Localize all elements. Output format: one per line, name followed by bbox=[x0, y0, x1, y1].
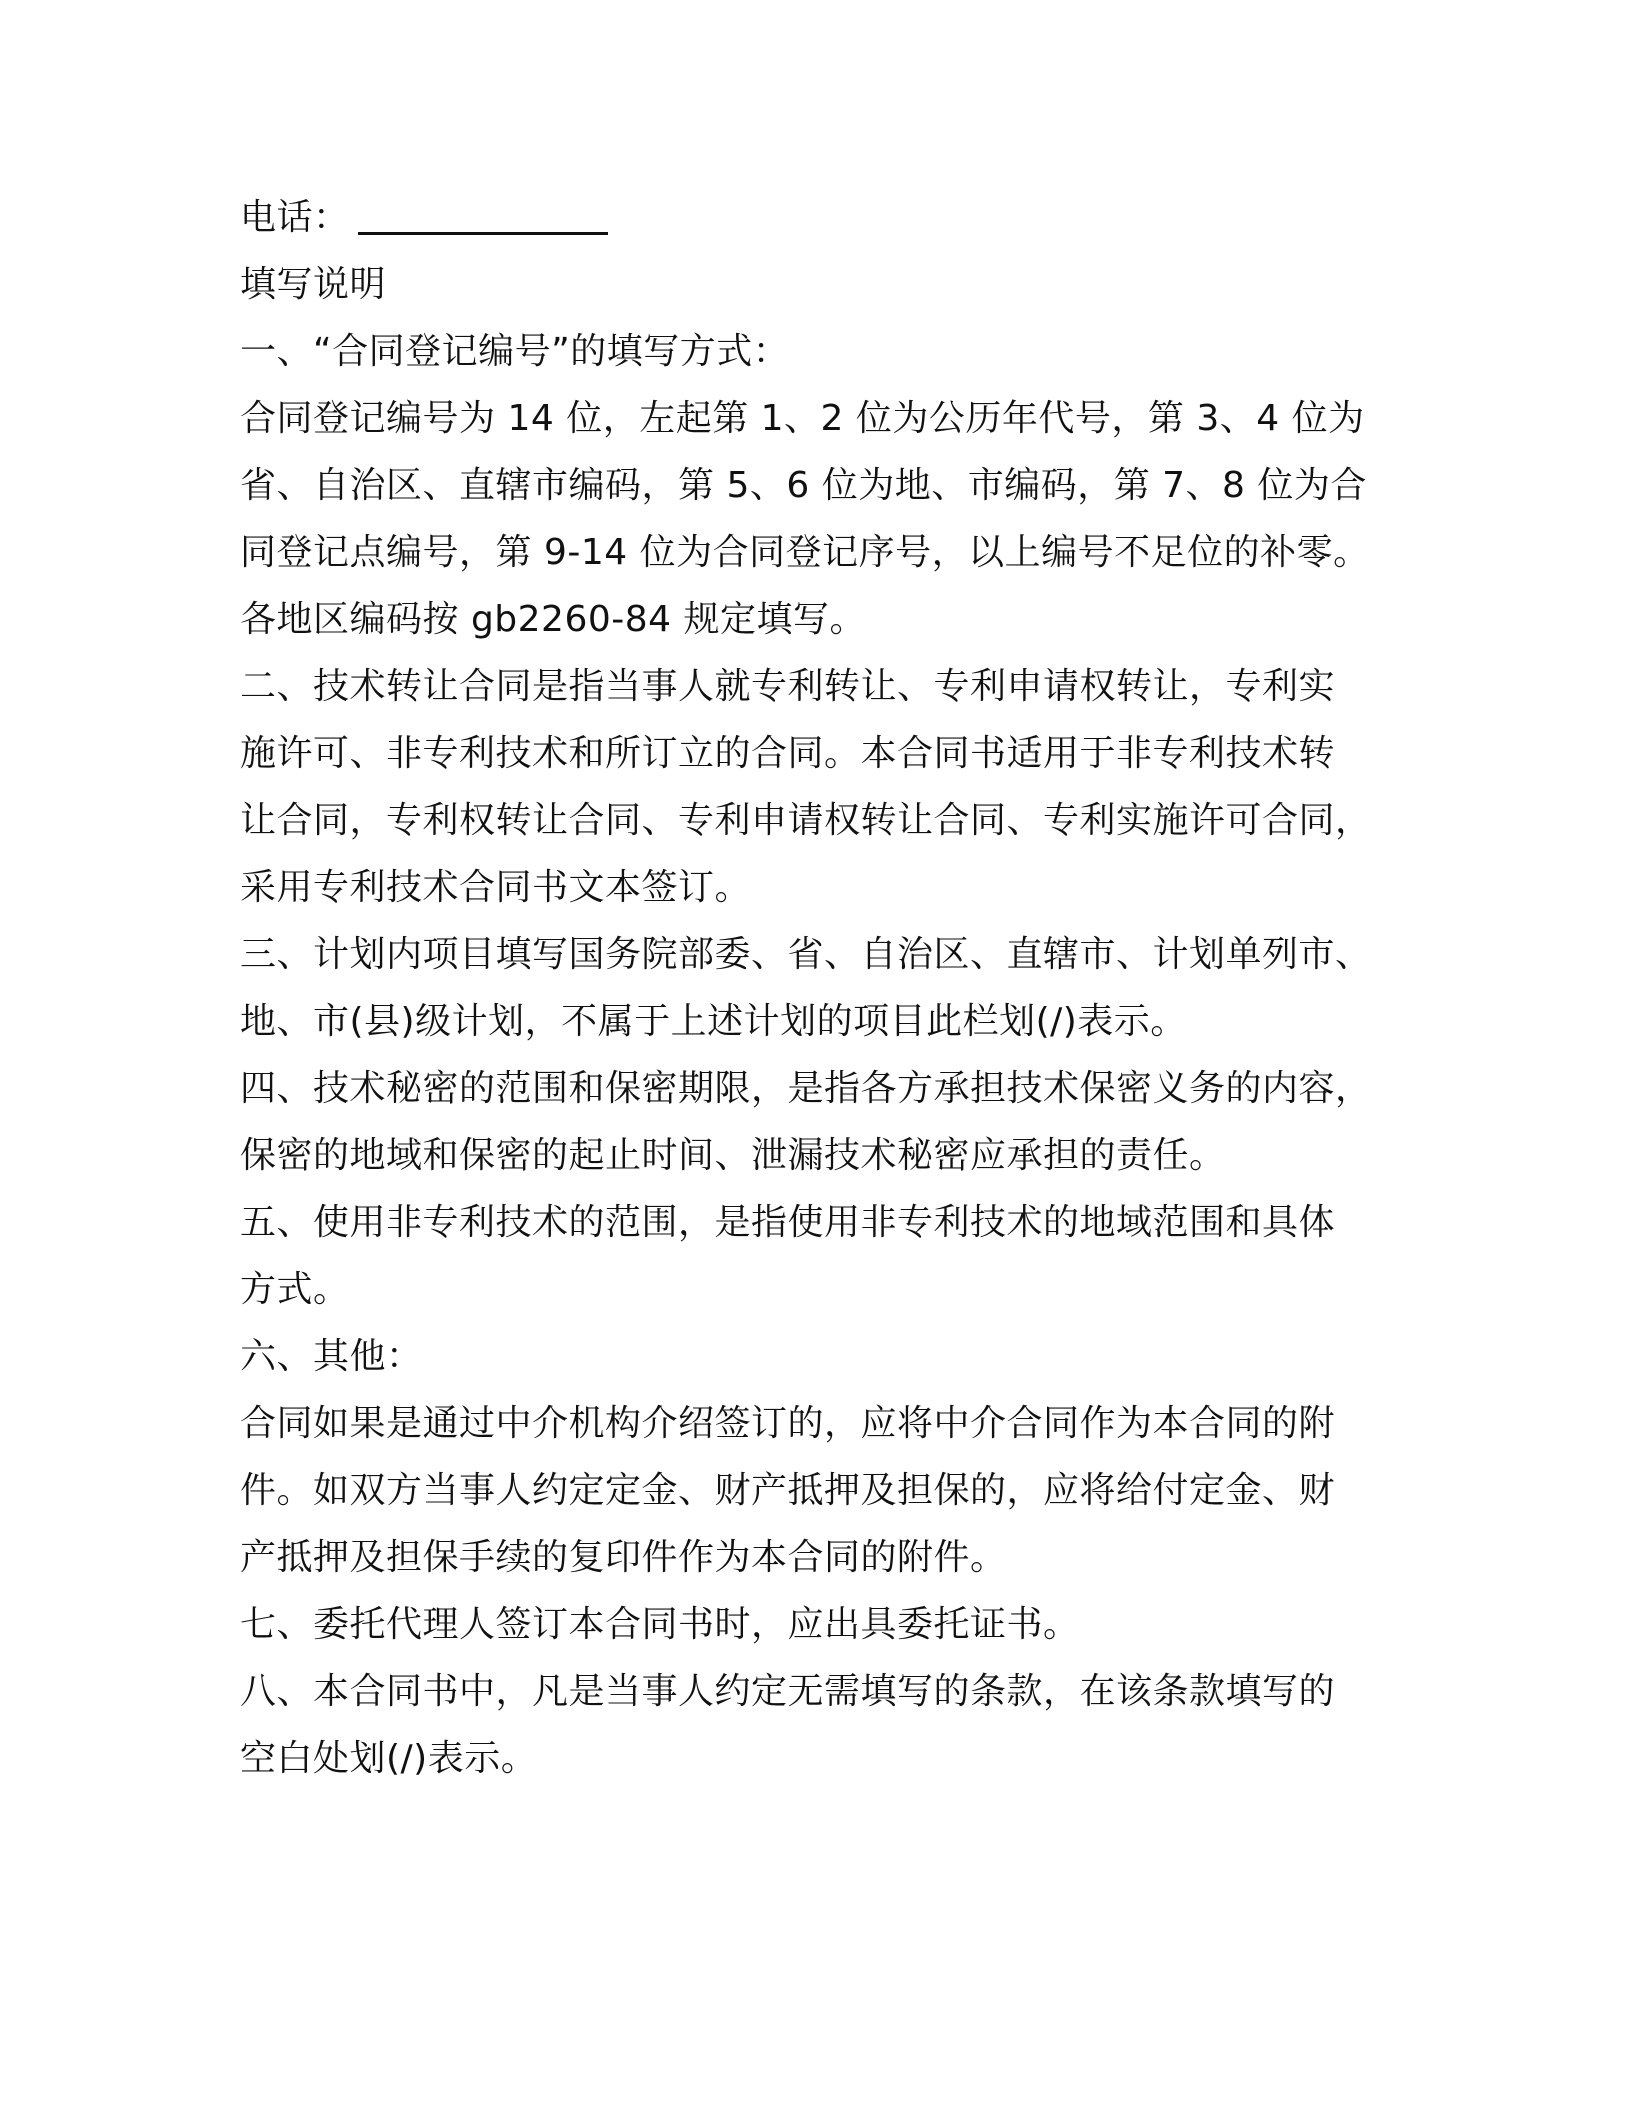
item-2-line: 采用专利技术合同书文本签订。 bbox=[240, 867, 752, 908]
item-6-line: 产抵押及担保手续的复印件作为本合同的附件。 bbox=[240, 1537, 1007, 1578]
item-8-line: 空白处划(/)表示。 bbox=[240, 1738, 538, 1779]
item-8-line: 八、本合同书中，凡是当事人约定无需填写的条款，在该条款填写的 bbox=[240, 1671, 1336, 1712]
item-3-line: 三、计划内项目填写国务院部委、省、自治区、直辖市、计划单列市、 bbox=[240, 934, 1372, 975]
item-1-title: 一、“合同登记编号”的填写方式： bbox=[240, 331, 790, 372]
item-5-line: 方式。 bbox=[240, 1269, 350, 1310]
item-1-line: 合同登记编号为 14 位，左起第 1、2 位为公历年代号，第 3、4 位为 bbox=[240, 398, 1365, 439]
item-6-line: 合同如果是通过中介机构介绍签订的，应将中介合同作为本合同的附 bbox=[240, 1403, 1336, 1444]
item-2-line: 施许可、非专利技术和所订立的合同。本合同书适用于非专利技术转 bbox=[240, 733, 1336, 774]
document-page bbox=[240, 184, 1400, 1792]
instructions-heading: 填写说明 bbox=[240, 264, 387, 305]
item-1-line: 同登记点编号，第 9-14 位为合同登记序号，以上编号不足位的补零。 bbox=[240, 532, 1370, 573]
item-5-line: 五、使用非专利技术的范围，是指使用非专利技术的地域范围和具体 bbox=[240, 1202, 1336, 1243]
item-1-line: 省、自治区、直辖市编码，第 5、6 位为地、市编码，第 7、8 位为合 bbox=[240, 465, 1367, 506]
phone-label: 电话： bbox=[240, 197, 350, 238]
item-3-line: 地、市(县)级计划，不属于上述计划的项目此栏划(/)表示。 bbox=[240, 1001, 1187, 1042]
item-7-line: 七、委托代理人签订本合同书时，应出具委托证书。 bbox=[240, 1604, 1080, 1645]
item-6-line: 件。如双方当事人约定定金、财产抵押及担保的，应将给付定金、财 bbox=[240, 1470, 1336, 1511]
item-4-line: 四、技术秘密的范围和保密期限，是指各方承担技术保密义务的内容， bbox=[240, 1068, 1372, 1109]
phone-line bbox=[240, 184, 1400, 251]
item-2-line: 让合同，专利权转让合同、专利申请权转让合同、专利实施许可合同， bbox=[240, 800, 1372, 841]
item-1-line: 各地区编码按 gb2260-84 规定填写。 bbox=[240, 599, 867, 640]
item-6-title: 六、其他： bbox=[240, 1336, 423, 1377]
item-4-line: 保密的地域和保密的起止时间、泄漏技术秘密应承担的责任。 bbox=[240, 1135, 1226, 1176]
phone-blank-field bbox=[358, 192, 608, 235]
item-2-line: 二、技术转让合同是指当事人就专利转让、专利申请权转让，专利实 bbox=[240, 666, 1336, 707]
